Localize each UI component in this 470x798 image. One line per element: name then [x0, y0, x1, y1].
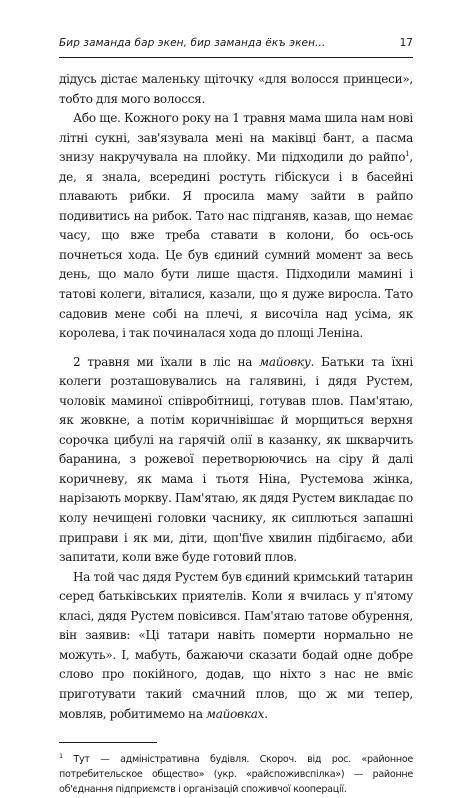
paragraph-4-text-a: На той час дядя Рустем був єдиний кримський татарин серед батьківських приятелів. Коли я вчилась у п'ятому класі, дядя Рустем повісився. Пам'ятаю татове обурення, він заявив: «Ці татари навіть померти нормально не можуть». І, мабуть, бажаючи сказати бодай одне добре слово про покійного, додав, що ніхто з нас не вміє приготувати такий смачний плов, що ж ми тепер, мовляв, робитимемо на: [59, 569, 413, 721]
paragraph-1: [59, 70, 413, 109]
footnote-mark: 1: [59, 751, 63, 760]
paragraph-4: [59, 568, 413, 724]
paragraph-4-emphasis: майовках: [206, 706, 265, 721]
body-text: [59, 70, 413, 724]
paragraph-4-text-b: .: [264, 706, 268, 721]
running-title: Бир заманда бар экен, бир заманда ёкъ экен...: [59, 37, 326, 49]
paragraph-2: [59, 109, 413, 344]
page-number: 17: [399, 37, 413, 49]
paragraph-3: [59, 353, 413, 568]
paragraph-2-text-b: , де, я знала, всередині ростуть гібіскуси і в басейні плавають рибки. Я просила маму зайти в райпо подивитись на рибок. Тато нас підганяв, казав, що немає часу, що вже треба ставати в колони, бо ось-ось почнеться хода. Це був єдиний сумний момент за весь день, що мало бути лише щастя. Підходили мамині і татові колеги, віталися, казали, що я дуже виросла. Тато садовив мене собі на плечі, я височіла над усіма, як королева, і так починалася хода до площі Леніна.: [59, 150, 413, 341]
footnote: [59, 752, 413, 798]
footnote-reference[interactable]: 1: [405, 150, 410, 159]
paragraph-3-emphasis: майовку: [259, 354, 311, 369]
footnote-divider: [59, 742, 157, 743]
paragraph-3-text-b: . Батьки та їхні колеги розташовувались на галявині, і дядя Рустем, чоловік маминої співробітниці, готував плов. Пам'ятаю, як жовкне, а потім коричнівішає й морщиться верхня сорочка цибулі на гарячій олії в казанку, як шкварчить баранина, з рожевої перетворюючись на сіру й далі коричневу, як мама і тьотя Ніна, Рустемова жінка, нарізають моркву. Пам'ятаю, як дядя Рустем викладає по колу нечищені головки часнику, як сиплються запашні приправи і як ми, діти, щоп'five хвилин підбігаємо, аби запитати, коли вже буде готовий плов.: [59, 354, 413, 565]
paragraph-3-text-a: 2 травня ми їхали в ліс на: [73, 354, 260, 369]
running-header: [59, 37, 413, 58]
paragraph-1-text: дідусь дістає маленьку щіточку «для волосся принцеси», тобто для мого волосся.: [59, 72, 413, 106]
paragraph-2-text-a: Або ще. Кожного року на 1 травня мама шила нам нові літні сукні, зав'язувала мені на маківці бант, а пасма знизу накручувала на плойку. Ми підходили до райпо: [59, 111, 413, 165]
footnote-text: Тут — адміністративна будівля. Скороч. від рос. «районное потребительское общество» (укр. «райспоживспілка») — районне об'єднання підприємств і організацій споживчої кооперації.: [59, 754, 413, 796]
